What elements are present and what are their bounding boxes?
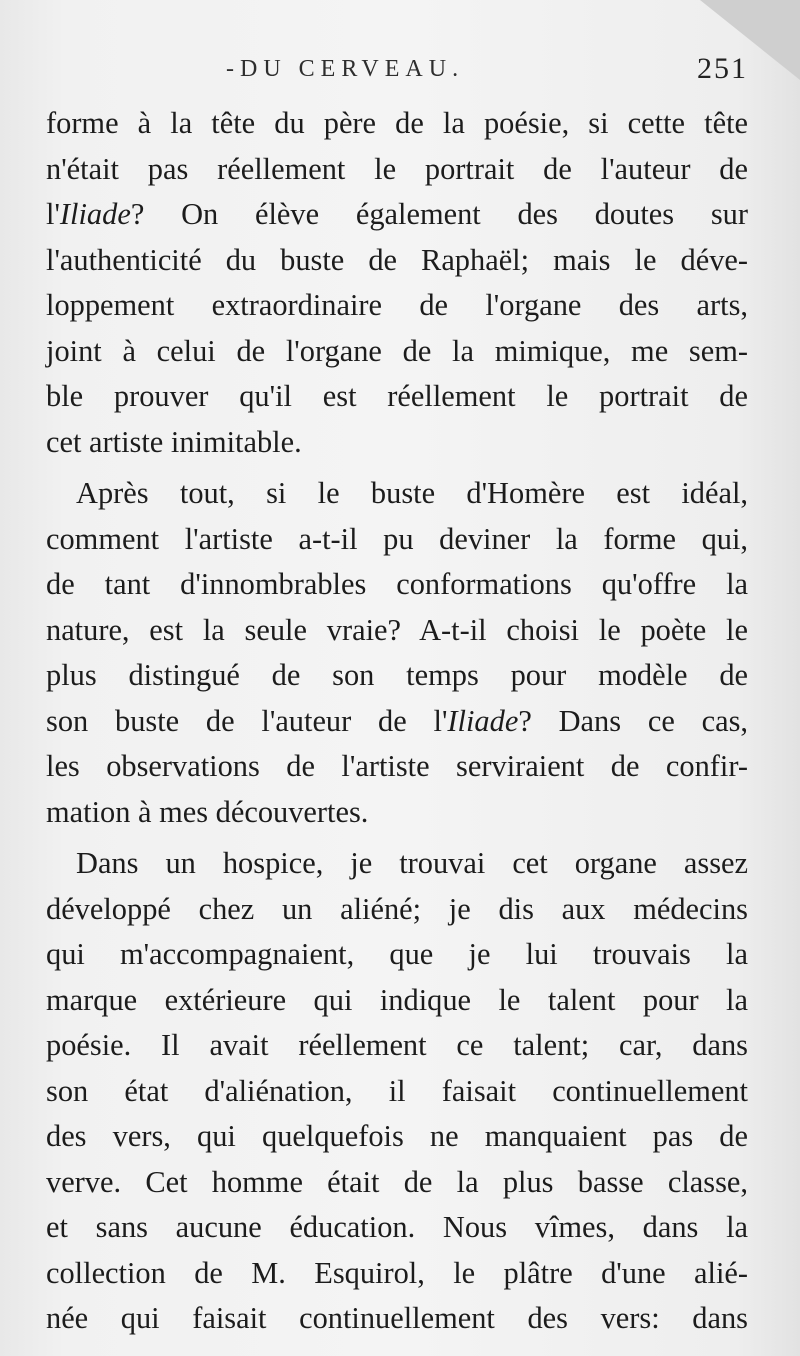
page-header	[46, 52, 748, 92]
text-line: les observations de l'artiste serviraient de confir-	[46, 749, 748, 783]
text-line: nature, est la seule vraie? A-t-il choisi le poète le	[46, 612, 748, 647]
paragraph	[46, 101, 748, 465]
text-line: et sans aucune éducation. Nous vîmes, dans la	[46, 1210, 748, 1244]
paragraph	[46, 471, 748, 835]
text-line: plus distingué de son temps pour modèle de	[46, 658, 748, 692]
italic-title: Iliade	[59, 197, 131, 231]
text-line: n'était pas réellement le portrait de l'auteur de	[46, 151, 748, 186]
text-line: joint à celui de l'organe de la mimique, me sem-	[46, 333, 748, 368]
text-line: mation à mes découvertes.	[46, 794, 369, 829]
text-line: ble prouver qu'il est réellement le portrait de	[46, 379, 748, 413]
text-line: l'Iliade? On élève également des doutes sur	[46, 197, 748, 231]
text-line: forme à la tête du père de la poésie, si cette tête	[46, 106, 748, 140]
text-line: loppement extraordinaire de l'organe des arts,	[46, 288, 748, 322]
text-line: son état d'aliénation, il faisait continuellement	[46, 1073, 748, 1108]
text-line: comment l'artiste a-t-il pu deviner la forme qui,	[46, 521, 748, 556]
text-line: des vers, qui quelquefois ne manquaient pas de	[46, 1119, 748, 1153]
text-line: de tant d'innombrables conformations qu'offre la	[46, 567, 748, 601]
body-text	[46, 101, 748, 1342]
text-line: cet artiste inimitable.	[46, 424, 302, 459]
text-line: son buste de l'auteur de l'Iliade? Dans ce cas,	[46, 703, 748, 738]
text-line: verve. Cet homme était de la plus basse classe,	[46, 1164, 748, 1199]
text-line: Après tout, si le buste d'Homère est idéal,	[76, 476, 748, 510]
text-line: qui m'accompagnaient, que je lui trouvais la	[46, 937, 748, 971]
text-line: marque extérieure qui indique le talent pour la	[46, 982, 748, 1017]
text-line: poésie. Il avait réellement ce talent; car, dans	[46, 1028, 748, 1062]
paragraph	[46, 841, 748, 1342]
text-line: l'authenticité du buste de Raphaël; mais le déve-	[46, 242, 748, 277]
text-line: développé chez un aliéné; je dis aux médecins	[46, 891, 748, 926]
page-number: 251	[697, 52, 748, 85]
text-line: collection de M. Esquirol, le plâtre d'une alié-	[46, 1255, 748, 1290]
text-line: Dans un hospice, je trouvai cet organe assez	[76, 846, 748, 880]
text-line: née qui faisait continuellement des vers: dans	[46, 1301, 748, 1335]
running-head: -DU CERVEAU.	[226, 56, 465, 82]
italic-title: Iliade	[447, 703, 519, 738]
